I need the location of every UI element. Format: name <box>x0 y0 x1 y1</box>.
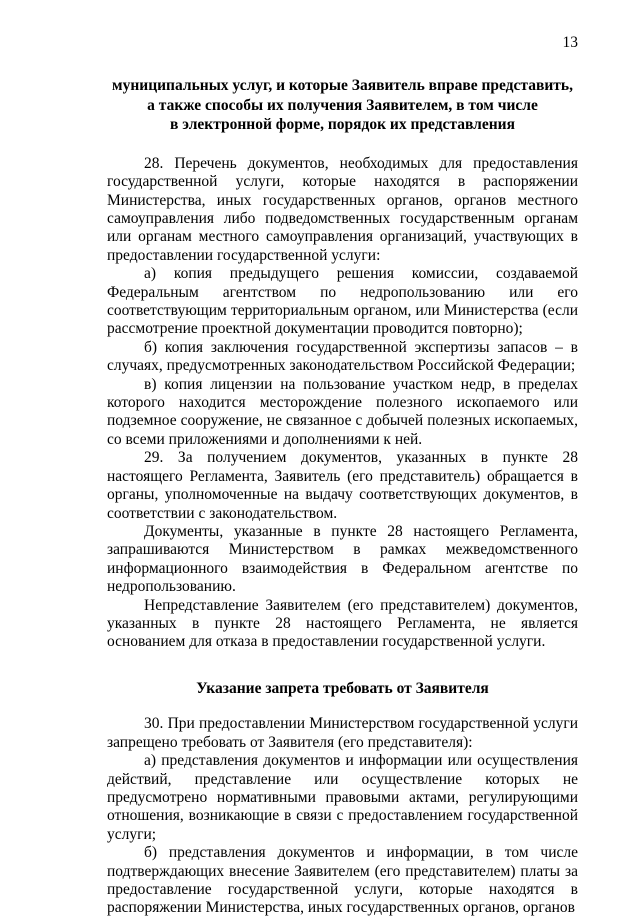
page-number: 13 <box>562 34 578 51</box>
paragraph-29-documents: Документы, указанные в пункте 28 настоящего Регламента, запрашиваются Министерством в рамках межведомственного информационного взаимодействия в Федеральном агентстве по недропользованию. <box>107 522 578 596</box>
paragraph-28-a: а) копия предыдущего решения комиссии, создаваемой Федеральным агентством по недропользованию или его соответствующим территориальным органом, или Министерства (если рассмотрение проектной документации проводится повторно); <box>107 265 578 338</box>
paragraph-30-b: б) представления документов и информации, в том числе подтверждающих внесение Заявителем (его представителем) платы за предоставление государственной услуги, которые находятся в распоряжении Министерства, иных государственных органов, органов <box>107 844 578 917</box>
paragraph-28: 28. Перечень документов, необходимых для предоставления государственной услуги, которые находятся в распоряжении Министерства, иных государственных органов, органов местного самоуправления либо подведомственных государственным органам или органам местного самоуправления организаций, участвующих в предоставлении государственной услуги: <box>107 154 578 264</box>
paragraph-28-b: б) копия заключения государственной экспертизы запасов – в случаях, предусмотренных законодательством Российской Федерации; <box>107 338 578 375</box>
page-content <box>107 76 578 918</box>
paragraph-30: 30. При предоставлении Министерством государственной услуги запрещено требовать от Заявителя (его представителя): <box>107 715 578 751</box>
paragraph-30-a: а) представления документов и информации или осуществления действий, представление или осуществление которых не предусмотрено нормативными правовыми актами, регулирующими отношения, возникающие в связи с предоставлением государственной услуги; <box>107 752 578 843</box>
paragraph-29-nonsubmission: Непредставление Заявителем (его представителем) документов, указанных в пункте 28 настоящего Регламента, не является основанием для отказа в предоставлении государственной услуги. <box>107 596 578 651</box>
section-heading-line: муниципальных услуг, и которые Заявитель вправе представить, <box>112 77 573 94</box>
paragraph-29: 29. За получением документов, указанных в пункте 28 настоящего Регламента, Заявитель (его представитель) обращается в органы, уполномоченные на выдачу соответствующих документов, в соответствии с законодательством. <box>107 449 578 522</box>
section-heading-line: в электронной форме, порядок их представления <box>170 116 515 134</box>
paragraph-28-c: в) копия лицензии на пользование участком недр, в пределах которого находится месторождение полезного ископаемого или подземное сооружение, не связанное с добычей полезных ископаемых, со всеми приложениями и дополнениями к ней. <box>107 375 578 448</box>
subheading: Указание запрета требовать от Заявителя <box>196 679 489 697</box>
section-heading-line: а также способы их получения Заявителем, в том числе <box>147 96 538 114</box>
section-heading <box>107 76 578 135</box>
